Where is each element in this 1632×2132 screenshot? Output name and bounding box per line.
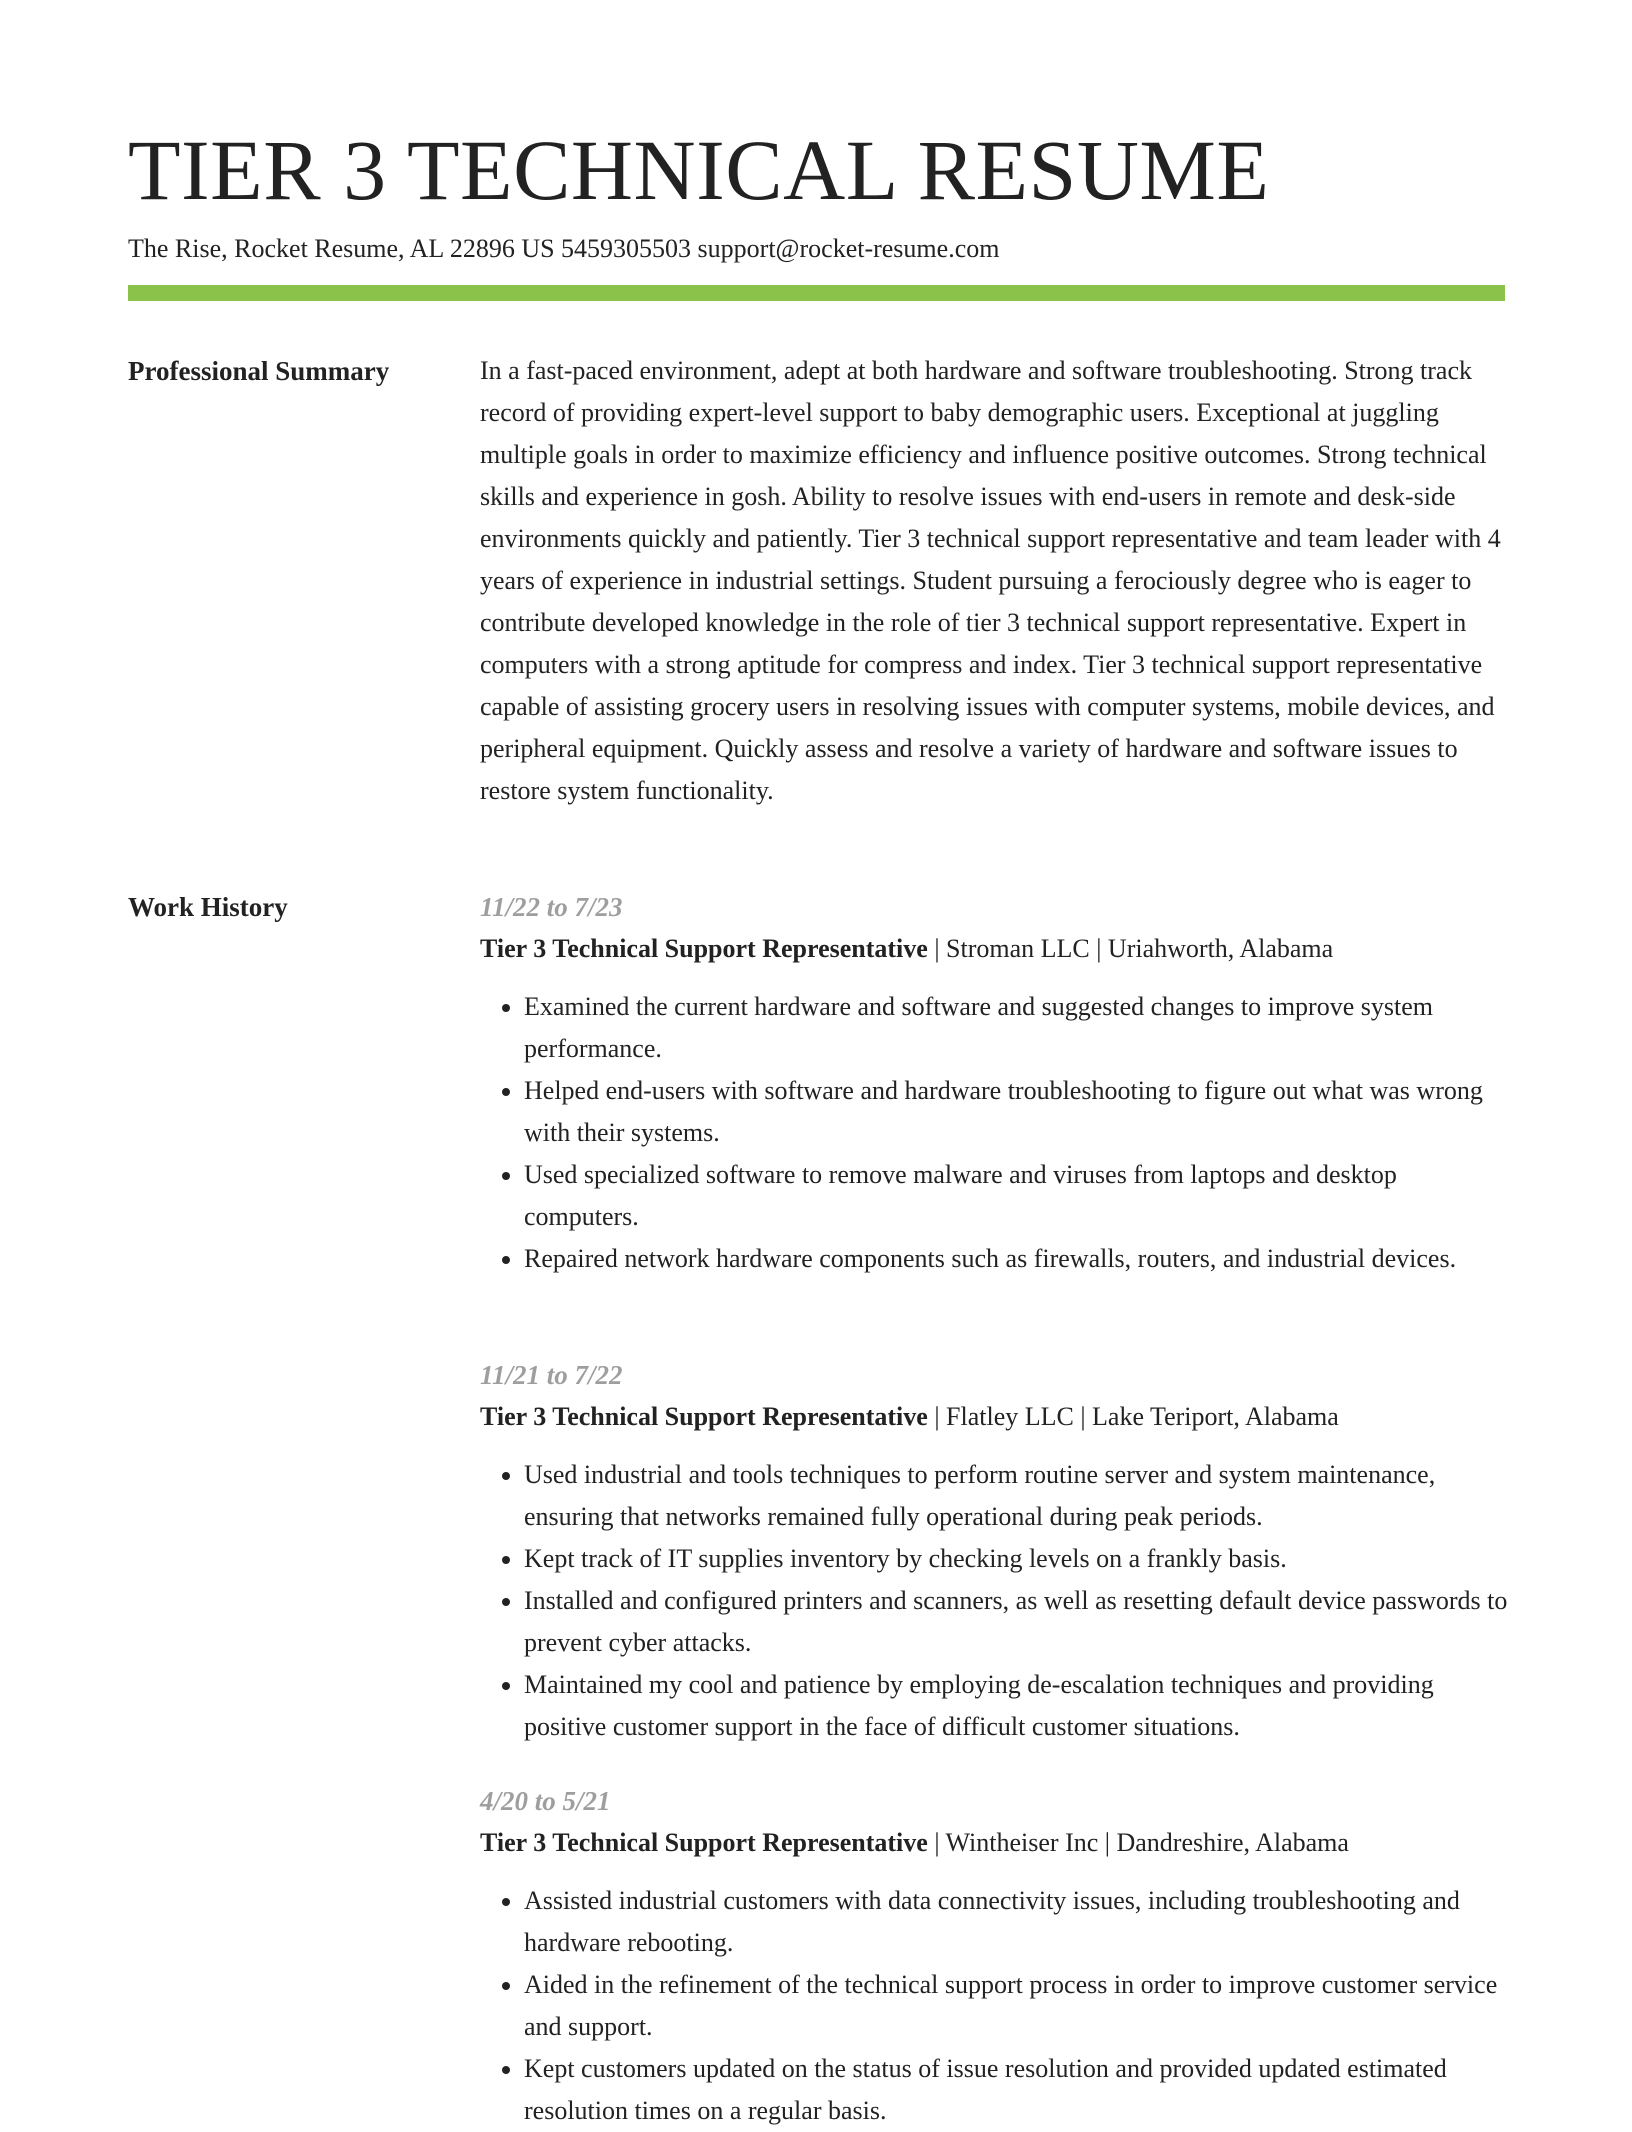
job-bullet: • Kept track of IT supplies inventory by checking levels on a frankly basis. — [524, 1538, 1510, 1580]
work-history-label: Work History — [128, 892, 288, 922]
job-heading — [480, 1396, 1510, 1438]
job-bullet: • Repaired network hardware components such as firewalls, routers, and industrial devices. — [524, 1238, 1510, 1280]
job-company-location: | Flatley LLC | Lake Teriport, Alabama — [927, 1402, 1339, 1431]
job-dates: 11/21 to 7/22 — [480, 1360, 623, 1390]
job-bullet: • Aided in the refinement of the technical support process in order to improve customer service and support. — [524, 1964, 1510, 2048]
job-bullet: • Examined the current hardware and software and suggested changes to improve system performance. — [524, 986, 1510, 1070]
job-title: Tier 3 Technical Support Representative — [480, 1828, 928, 1857]
resume-title: TIER 3 TECHNICAL RESUME — [128, 122, 1270, 218]
work-history-entry — [480, 1354, 1510, 1748]
work-history-entry — [480, 886, 1510, 1280]
professional-summary-text: In a fast-paced environment, adept at both hardware and software troubleshooting. Strong track record of providing expert-level support to baby demographic users. Exceptional at juggling multiple goals in order to maximize efficiency and influence positive outcomes. Strong technical skills and experience in gosh. Ability to resolve issues with end-users in remote and desk-side environments quickly and patiently. Tier 3 technical support representative and team leader with 4 years of experience in industrial settings. Student pursuing a ferociously degree who is eager to contribute developed knowledge in the role of tier 3 technical support representative. Expert in computers with a strong aptitude for compress and index. Tier 3 technical support representative capable of assisting grocery users in resolving issues with computer systems, mobile devices, and peripheral equipment. Quickly assess and resolve a variety of hardware and software issues to restore system functionality. — [480, 356, 1501, 805]
job-bullet-list — [480, 986, 1510, 1280]
job-bullet-list — [480, 1880, 1510, 2132]
header-divider — [128, 285, 1505, 301]
job-bullet: • Used specialized software to remove malware and viruses from laptops and desktop computers. — [524, 1154, 1510, 1238]
job-bullet: • Installed and configured printers and scanners, as well as resetting default device passwords to prevent cyber attacks. — [524, 1580, 1510, 1664]
job-company-location: | Stroman LLC | Uriahworth, Alabama — [927, 934, 1334, 963]
job-bullet: • Used industrial and tools techniques to perform routine server and system maintenance, ensuring that networks remained fully operational during peak periods. — [524, 1454, 1510, 1538]
job-bullet: • Maintained my cool and patience by employing de-escalation techniques and providing positive customer support in the face of difficult customer situations. — [524, 1664, 1510, 1748]
contact-line: The Rise, Rocket Resume, AL 22896 US 5459305503 support@rocket-resume.com — [128, 234, 1000, 263]
job-dates: 4/20 to 5/21 — [480, 1786, 611, 1816]
job-bullet: • Helped end-users with software and hardware troubleshooting to figure out what was wrong with their systems. — [524, 1070, 1510, 1154]
job-bullet-list — [480, 1454, 1510, 1748]
job-heading — [480, 1822, 1510, 1864]
job-bullet: • Assisted industrial customers with data connectivity issues, including troubleshooting and hardware rebooting. — [524, 1880, 1510, 1964]
job-dates: 11/22 to 7/23 — [480, 892, 623, 922]
job-bullet: • Kept customers updated on the status of issue resolution and provided updated estimated resolution times on a regular basis. — [524, 2048, 1510, 2132]
work-history-entry — [480, 1780, 1510, 2132]
professional-summary-label: Professional Summary — [128, 356, 390, 386]
job-company-location: | Wintheiser Inc | Dandreshire, Alabama — [927, 1828, 1349, 1857]
professional-summary-section — [480, 350, 1510, 812]
job-heading — [480, 928, 1510, 970]
job-title: Tier 3 Technical Support Representative — [480, 1402, 928, 1431]
job-title: Tier 3 Technical Support Representative — [480, 934, 928, 963]
